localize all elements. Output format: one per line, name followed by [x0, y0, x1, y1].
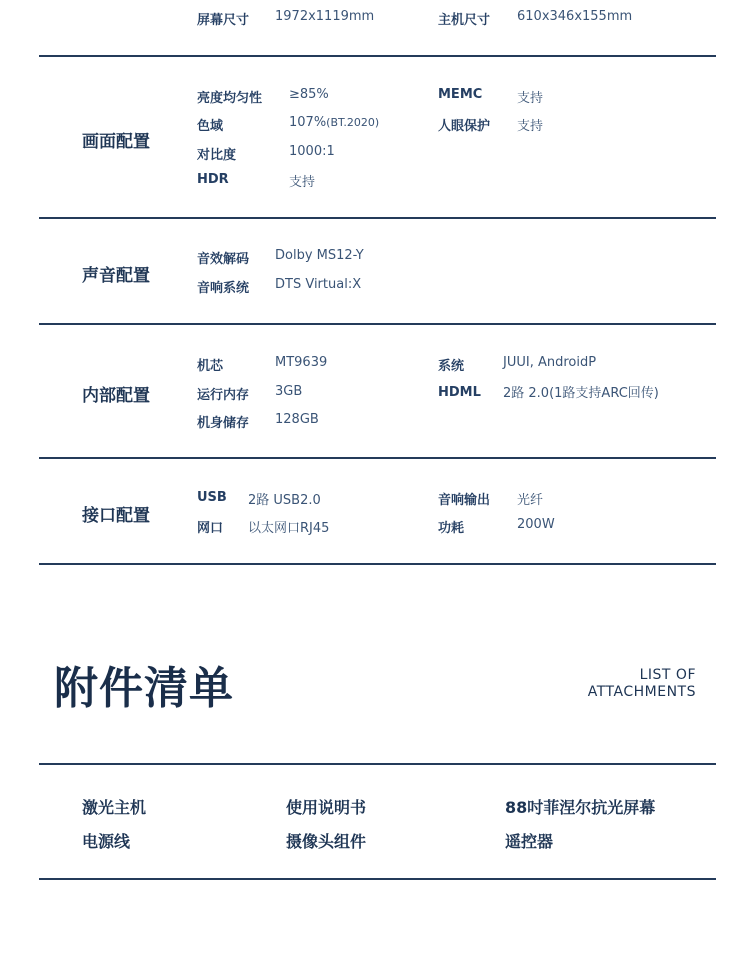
memc-label: MEMC — [438, 87, 483, 102]
divider — [39, 217, 716, 219]
attachments-title: 附件清单 — [54, 663, 234, 714]
decode-label: 音效解码 — [197, 252, 250, 267]
power-value: 200W — [517, 517, 555, 532]
contrast-value: 1000:1 — [289, 144, 335, 159]
storage-label: 机身储存 — [197, 416, 250, 431]
attachments-en-title — [588, 667, 696, 701]
os-value: JUUI, AndroidP — [503, 355, 597, 370]
screen-size-value: 1972x1119mm — [275, 9, 375, 24]
en-title-line-1: LIST OF — [639, 667, 696, 683]
os-label: 系统 — [438, 359, 465, 374]
attachment-item: 使用说明书 — [286, 798, 367, 817]
sound-system-value: DTS Virtual:X — [275, 277, 362, 292]
divider — [39, 563, 716, 565]
attachment-item: 电源线 — [82, 832, 131, 851]
uniformity-value: ≥85% — [289, 87, 329, 102]
hdmi-label: HDML — [438, 385, 481, 400]
chip-label: 机芯 — [197, 359, 224, 374]
attachment-item: 摄像头组件 — [286, 832, 367, 851]
divider — [39, 763, 716, 765]
memc-value: 支持 — [517, 91, 544, 106]
sound-system-label: 音响系统 — [197, 281, 250, 296]
section-title-ports: 接口配置 — [82, 506, 150, 526]
audio-out-label: 音响输出 — [438, 493, 491, 508]
host-size-label: 主机尺寸 — [438, 13, 491, 28]
audio-out-value: 光纤 — [517, 493, 544, 508]
chip-value: MT9639 — [275, 355, 328, 370]
hdmi-value: 2路 2.0(1路支持ARC回传) — [503, 386, 659, 401]
gamut-value — [289, 115, 379, 130]
attachment-item: 遥控器 — [505, 832, 554, 851]
contrast-label: 对比度 — [197, 148, 237, 163]
divider — [39, 457, 716, 459]
eye-protection-value: 支持 — [517, 119, 544, 134]
gamut-note: (BT.2020) — [326, 116, 380, 129]
hdr-label: HDR — [197, 172, 229, 187]
gamut-label: 色域 — [197, 119, 224, 134]
en-title-line-2: ATTACHMENTS — [587, 684, 696, 700]
usb-value: 2路 USB2.0 — [248, 493, 321, 508]
attachment-item: 88吋菲涅尔抗光屏幕 — [505, 798, 656, 817]
section-title-picture: 画面配置 — [82, 132, 150, 152]
ram-value: 3GB — [275, 384, 303, 399]
power-label: 功耗 — [438, 521, 465, 536]
attachment-item: 激光主机 — [82, 798, 147, 817]
host-size-value: 610x346x155mm — [517, 9, 633, 24]
storage-value: 128GB — [275, 412, 319, 427]
decode-value: Dolby MS12-Y — [275, 248, 364, 263]
divider — [39, 323, 716, 325]
screen-size-label: 屏幕尺寸 — [197, 13, 250, 28]
section-title-audio: 声音配置 — [82, 266, 150, 286]
divider — [39, 55, 716, 57]
usb-label: USB — [197, 490, 227, 505]
uniformity-label: 亮度均匀性 — [197, 91, 263, 106]
lan-label: 网口 — [197, 521, 224, 536]
section-title-internal: 内部配置 — [82, 386, 150, 406]
gamut-percent: 107% — [289, 115, 327, 130]
divider — [39, 878, 716, 880]
eye-protection-label: 人眼保护 — [438, 119, 491, 134]
hdr-value: 支持 — [289, 175, 316, 190]
lan-value: 以太网口RJ45 — [248, 521, 330, 536]
ram-label: 运行内存 — [197, 388, 250, 403]
